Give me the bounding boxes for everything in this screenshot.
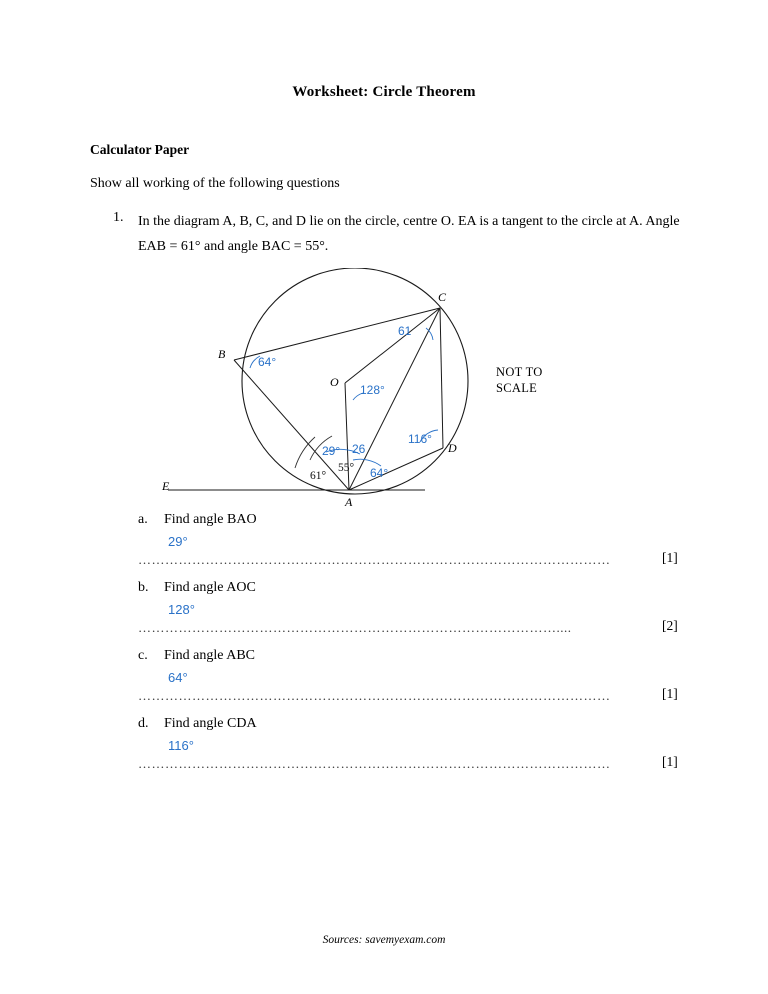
- answer-dotted-line[interactable]: ……………………………………………………………………………………………: [138, 756, 611, 771]
- answer-question: Find angle BAO: [164, 512, 257, 527]
- answer-label: a.: [138, 512, 148, 527]
- not-to-scale-note: [496, 364, 543, 397]
- answer-dotted-line[interactable]: …………………………………………………………………………………....: [138, 620, 572, 635]
- question-number: 1.: [113, 210, 124, 225]
- annotation-angle-bca: 61: [398, 324, 412, 338]
- answer-dotted-line[interactable]: ……………………………………………………………………………………………: [138, 552, 611, 567]
- answer-label: b.: [138, 580, 149, 595]
- answer-marks: [1]: [662, 754, 678, 769]
- annotation-angle-oac: 26: [352, 442, 366, 456]
- answer-question: Find angle CDA: [164, 716, 257, 731]
- angle-eab-value: 61°: [310, 470, 327, 482]
- annotation-angle-cad: 64°: [370, 466, 389, 480]
- label-E: E: [162, 479, 170, 493]
- answer-written-value: 128°: [168, 602, 195, 617]
- label-C: C: [438, 290, 447, 304]
- answer-item: [90, 580, 690, 648]
- annotation-angle-aoc: 128°: [360, 383, 385, 397]
- answer-written-value: 29°: [168, 534, 188, 549]
- answer-label: d.: [138, 716, 149, 731]
- circle-theorem-diagram: [150, 268, 630, 508]
- angle-bac-value: 55°: [338, 462, 355, 474]
- answer-item: [90, 512, 690, 580]
- paper-type-heading: Calculator Paper: [90, 142, 190, 157]
- answer-question: Find angle AOC: [164, 580, 256, 595]
- answer-written-value: 116°: [168, 738, 194, 753]
- instruction-text: Show all working of the following questions: [90, 176, 340, 191]
- label-A: A: [345, 495, 353, 508]
- question-text: In the diagram A, B, C, and D lie on the circle, centre O. EA is a tangent to the circle at A. Angle EAB = 61° and angle BAC = 55°.: [138, 214, 680, 254]
- page-title: Worksheet: Circle Theorem: [292, 84, 476, 100]
- answer-marks: [1]: [662, 550, 678, 565]
- answer-dotted-line[interactable]: ……………………………………………………………………………………………: [138, 688, 611, 703]
- answers-section: [90, 512, 690, 784]
- annotation-angle-cda: 116°: [408, 432, 432, 446]
- label-B: B: [218, 347, 226, 361]
- label-O: O: [330, 375, 339, 389]
- label-D: D: [448, 441, 457, 455]
- annotation-angle-abc: 64°: [258, 355, 277, 369]
- answer-marks: [2]: [662, 618, 678, 633]
- answer-marks: [1]: [662, 686, 678, 701]
- not-to-scale-line-2: SCALE: [496, 381, 538, 396]
- annotation-angle-bao: 29°: [322, 444, 341, 458]
- answer-item: [90, 716, 690, 784]
- answer-item: [90, 648, 690, 716]
- answer-question: Find angle ABC: [164, 648, 256, 663]
- answer-label: c.: [138, 648, 148, 663]
- source-footer: Sources: savemyexam.com: [322, 934, 446, 946]
- answer-written-value: 64°: [168, 670, 188, 685]
- not-to-scale-line-1: NOT TO: [496, 365, 543, 379]
